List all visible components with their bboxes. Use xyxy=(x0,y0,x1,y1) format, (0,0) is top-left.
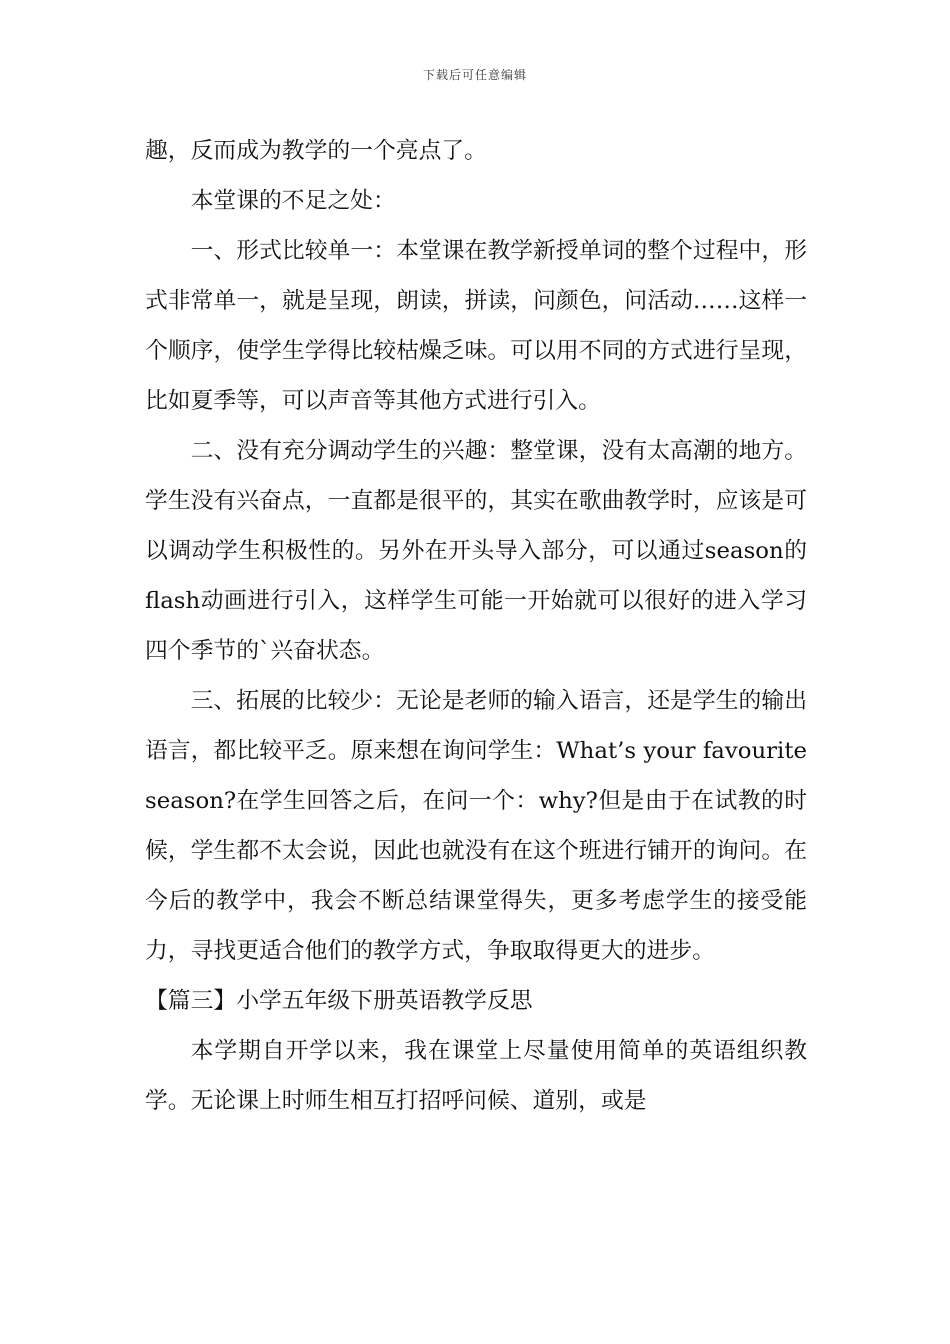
document-body xyxy=(145,126,807,1126)
paragraph-continuation: 趣，反而成为教学的一个亮点了。 xyxy=(145,138,487,164)
paragraph-point-three: 三、拓展的比较少：无论是老师的输入语言，还是学生的输出语言，都比较平乏。原来想在询问学生：What’s your favourite season?在学生回答之后，在问一个：why?但是由于在试教的时候，学生都不太会说，因此也就没有在这个班进行铺开的询问。在今后的教学中，我会不断总结课堂得失，更多考虑学生的接受能力，寻找更适合他们的教学方式，争取取得更大的进步。 xyxy=(145,688,807,964)
section-heading: 【篇三】小学五年级下册英语教学反思 xyxy=(145,988,533,1014)
paragraph-section-three-start: 本学期自开学以来，我在课堂上尽量使用简单的英语组织教学。无论课上时师生相互打招呼问候、道别，或是 xyxy=(145,1038,807,1114)
paragraph-shortcomings-intro: 本堂课的不足之处： xyxy=(190,188,396,214)
paragraph-point-one: 一、形式比较单一：本堂课在教学新授单词的整个过程中，形式非常单一，就是呈现，朗读，拼读，问颜色，问活动……这样一个顺序，使学生学得比较枯燥乏味。可以用不同的方式进行呈现，比如夏季等，可以声音等其他方式进行引入。 xyxy=(145,238,807,414)
paragraph-point-two: 二、没有充分调动学生的兴趣：整堂课，没有太高潮的地方。学生没有兴奋点，一直都是很平的，其实在歌曲教学时，应该是可以调动学生积极性的。另外在开头导入部分，可以通过season的flash动画进行引入，这样学生可能一开始就可以很好的进入学习四个季节的`兴奋状态。 xyxy=(145,438,807,664)
header-note: 下载后可任意编辑 xyxy=(422,68,527,82)
